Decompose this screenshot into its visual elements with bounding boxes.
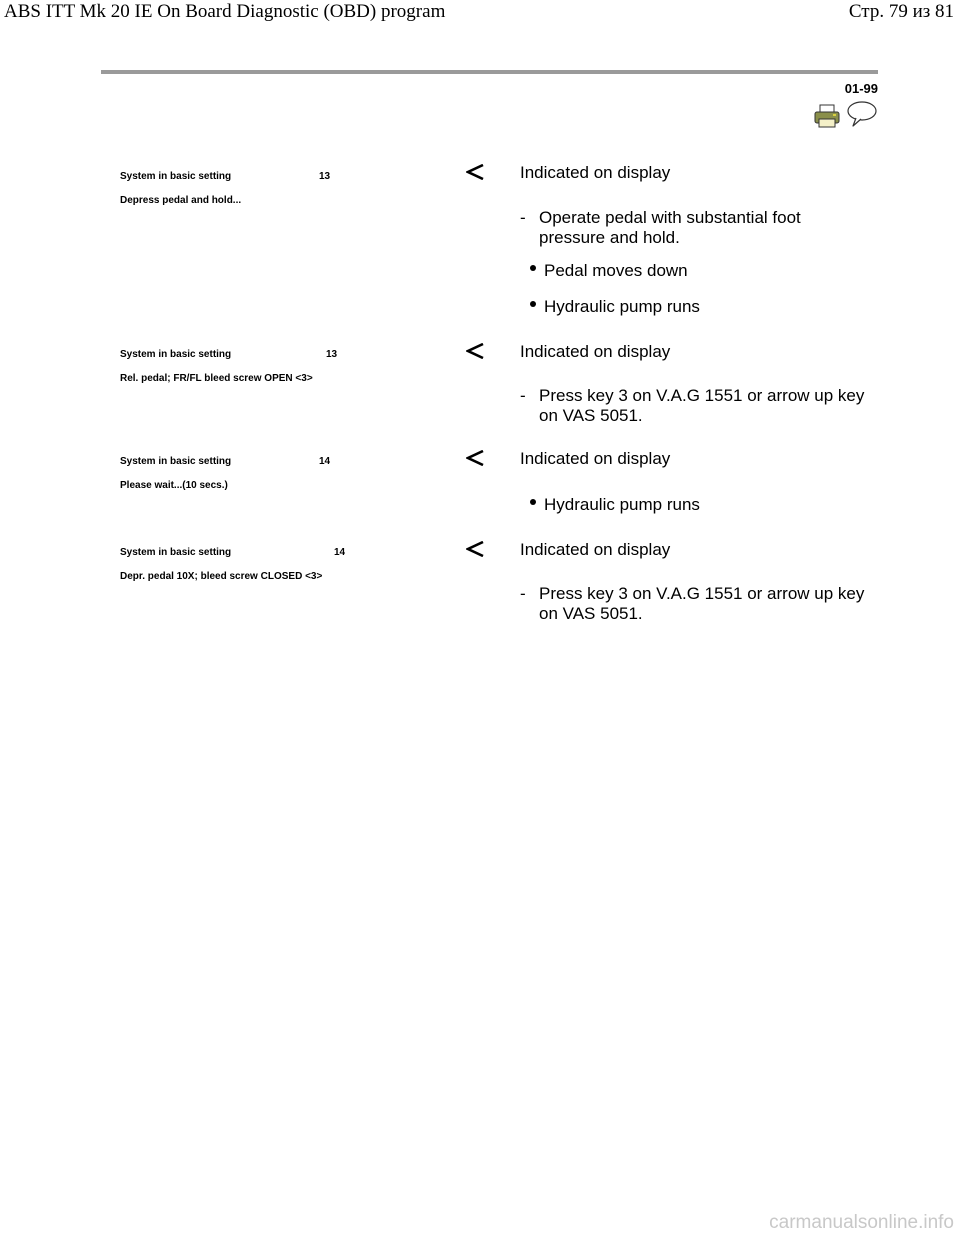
display-status: System in basic setting — [120, 547, 232, 558]
step-text: Press key 3 on V.A.G 1551 or arrow up key on VAS 5051. — [539, 584, 865, 623]
printer-icon[interactable] — [814, 104, 840, 128]
display-group-number: 13 — [326, 349, 338, 360]
display-group-number: 13 — [319, 171, 331, 182]
step-text: Press key 3 on V.A.G 1551 or arrow up key on VAS 5051. — [539, 386, 865, 425]
display-message: Depr. pedal 10X; bleed screw CLOSED <3> — [120, 571, 323, 582]
display-group-number: 14 — [319, 456, 331, 467]
step-text: Operate pedal with substantial foot pressure and hold. — [539, 208, 801, 247]
page-counter: Стр. 79 из 81 — [848, 1, 954, 22]
result-bullet — [530, 261, 688, 281]
display-status: System in basic setting — [120, 456, 232, 467]
bullet-text: Hydraulic pump runs — [544, 495, 700, 514]
display-group-number: 14 — [334, 547, 346, 558]
indicated-label: Indicated on display — [520, 342, 671, 361]
bullet-text: Hydraulic pump runs — [544, 297, 700, 316]
bullet-dot-icon — [530, 301, 536, 307]
display-message: Please wait...(10 secs.) — [120, 480, 228, 491]
indicated-label: Indicated on display — [520, 449, 671, 468]
step-marker: - — [520, 386, 526, 405]
result-bullet — [530, 495, 700, 515]
display-message: Depress pedal and hold... — [120, 195, 242, 206]
bullet-text: Pedal moves down — [544, 261, 688, 280]
header-rule — [101, 70, 878, 74]
arrow-left-icon — [466, 450, 484, 466]
page-code: 01-99 — [844, 81, 878, 96]
display-status: System in basic setting — [120, 349, 232, 360]
arrow-left-icon — [466, 343, 484, 359]
watermark: carmanualsonline.info — [769, 1212, 954, 1233]
display-status: System in basic setting — [120, 171, 232, 182]
indicated-label: Indicated on display — [520, 163, 671, 182]
step-marker: - — [520, 208, 526, 227]
document-title: ABS ITT Mk 20 IE On Board Diagnostic (OBD) program — [4, 1, 446, 22]
arrow-left-icon — [466, 541, 484, 557]
step-marker: - — [520, 584, 526, 603]
result-bullet — [530, 297, 700, 317]
speech-bubble-icon[interactable] — [846, 100, 878, 128]
bullet-dot-icon — [530, 265, 536, 271]
display-message: Rel. pedal; FR/FL bleed screw OPEN <3> — [120, 373, 313, 384]
indicated-label: Indicated on display — [520, 540, 671, 559]
bullet-dot-icon — [530, 499, 536, 505]
arrow-left-icon — [466, 164, 484, 180]
